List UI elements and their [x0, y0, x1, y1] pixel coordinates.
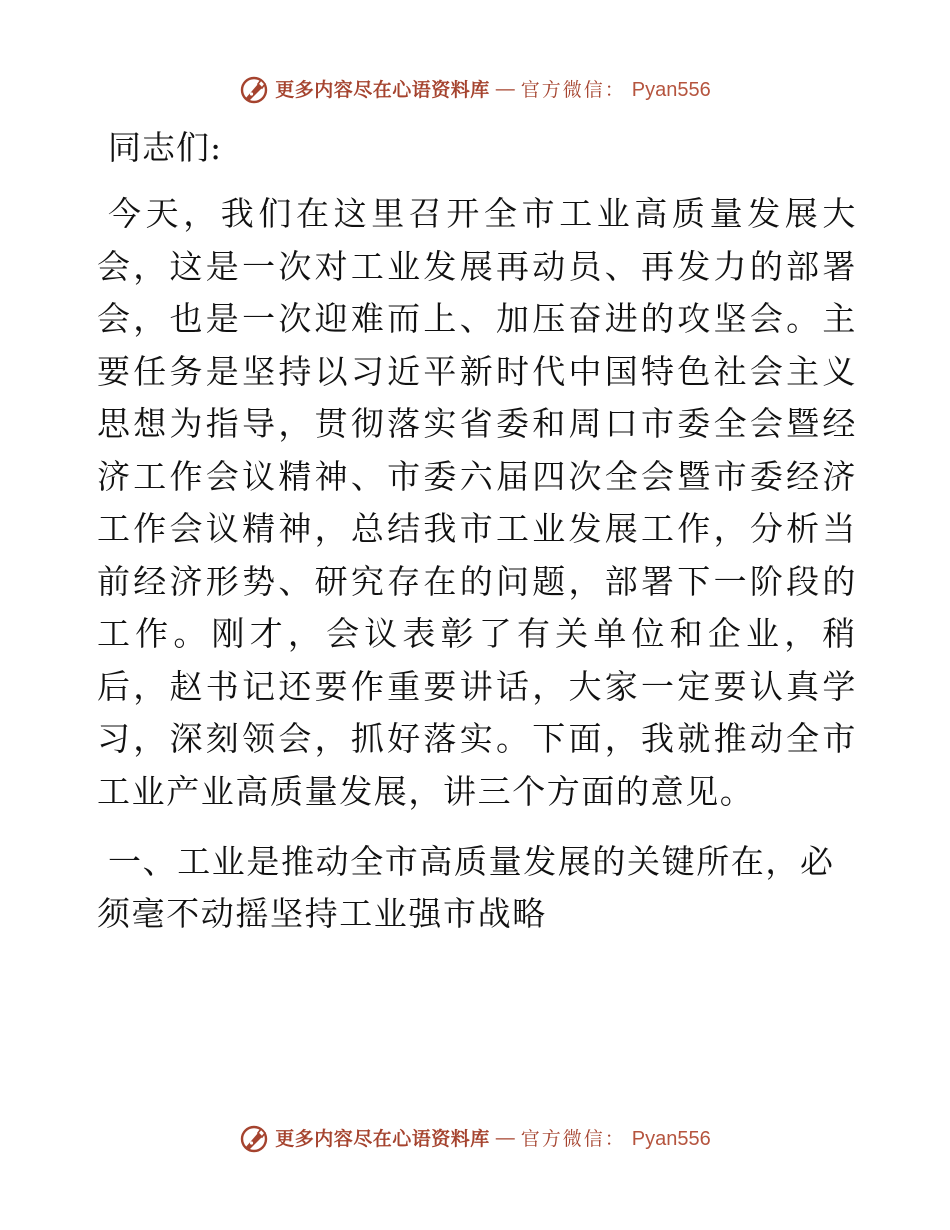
watermark-brand: 更多内容尽在心语资料库 — [275, 79, 490, 101]
section-heading: 一、工业是推动全市高质量发展的关键所在，必须毫不动摇坚持工业强市战略 — [97, 842, 835, 933]
header-watermark — [0, 75, 950, 105]
watermark-dash: — — [495, 79, 515, 100]
watermark-wechat-label: 官方微信： — [520, 1128, 626, 1150]
document-body — [97, 126, 857, 940]
salutation: 同志们: — [108, 128, 223, 167]
pen-nib-icon — [239, 75, 269, 105]
pen-nib-icon — [239, 1124, 269, 1154]
watermark-dash: — — [495, 1128, 515, 1149]
footer-watermark — [0, 1124, 950, 1154]
watermark-wechat-id: Pyan556 — [631, 1128, 711, 1150]
intro-paragraph: 今天，我们在这里召开全市工业高质量发展大会，这是一次对工业发展再动员、再发力的部署会，也是一次迎难而上、加压奋进的攻坚会。主要任务是坚持以习近平新时代中国特色社会主义思想为指导，贯彻落实省委和周口市委全会暨经济工作会议精神、市委六届四次全会暨市委经济工作会议精神，总结我市工业发展工作，分析当前经济形势、研究存在的问题，部署下一阶段的工作。刚才，会议表彰了有关单位和企业，稍后，赵书记还要作重要讲话，大家一定要认真学习，深刻领会，抓好落实。下面，我就推动全市工业产业高质量发展，讲三个方面的意见。 — [97, 194, 857, 811]
watermark-wechat-label: 官方微信： — [520, 79, 626, 101]
watermark-brand: 更多内容尽在心语资料库 — [275, 1128, 490, 1150]
watermark-wechat-id: Pyan556 — [631, 79, 711, 101]
